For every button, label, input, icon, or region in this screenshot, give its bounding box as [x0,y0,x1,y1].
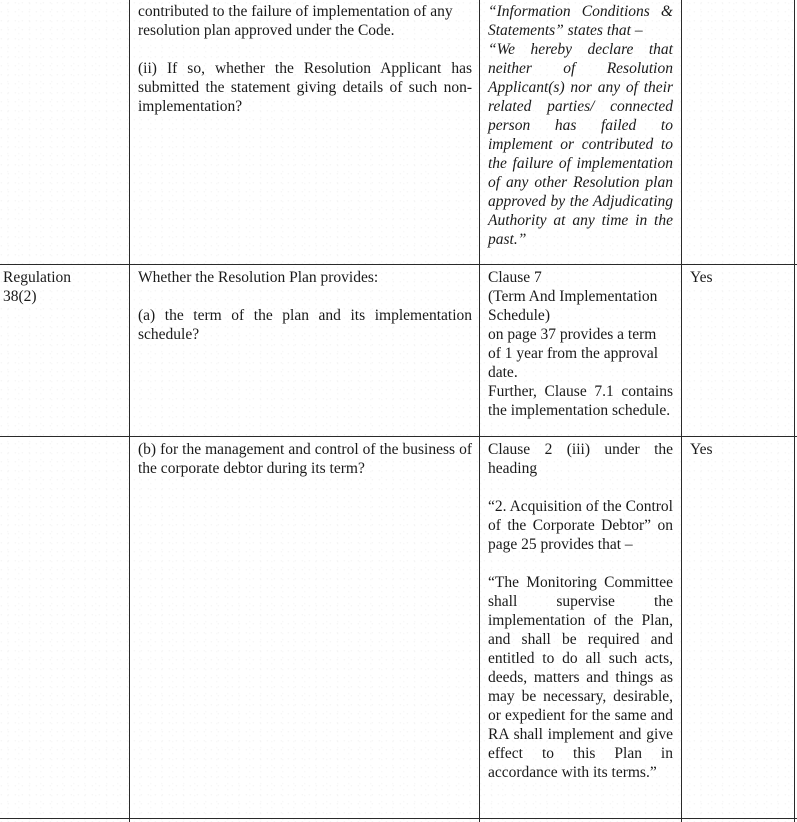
row2-description-heading: Whether the Resolution Plan provides: [138,269,379,286]
row1-compliance-quote: “We hereby declare that neither of Resolution Applicant(s) nor any of their related parties/ connected person has failed to implement or contributed to the failure of implementation of any other Resolution plan approved by the Adjudicating Authority at any time in the past.” [488,41,673,248]
row2-status-cell [690,268,790,287]
row2-clause-title: Clause 7 [488,269,542,286]
row1-description-line-1: contributed to the failure of implementation of any [138,3,453,20]
table-border-left [129,0,130,822]
row3-description-cell [138,440,472,478]
row-divider-2 [0,436,797,437]
row3-status-cell [690,440,790,459]
row3-status: Yes [690,441,713,458]
table-bottom-border [0,818,797,819]
row1-compliance-cell [488,2,673,249]
table-border-middle [479,0,480,822]
table-border-right [794,0,795,822]
row3-clause-intro: Clause 2 (iii) under the heading [488,441,673,477]
table-border-status [681,0,682,822]
row3-clause-cell [488,440,673,782]
row2-clause-further: Further, Clause 7.1 contains the implementation schedule. [488,383,673,419]
row2-clause-text: on page 37 provides a term of 1 year from the approval date. [488,326,659,381]
row-divider-1 [0,264,797,265]
row2-status: Yes [690,269,713,286]
row2-description-item: (a) the term of the plan and its implementation schedule? [138,307,472,343]
row2-regulation-cell [3,268,83,306]
row2-regulation: Regulation 38(2) [3,269,72,305]
row2-clause-subtitle: (Term And Implementation Schedule) [488,288,658,324]
row3-clause-quote: “The Monitoring Committee shall supervise the implementation of the Plan, and shall be required and entitled to do all such acts, deeds, matters and things as may be necessary, desirable, or expedient for the same and RA shall implement and give effect to this Plan in accordance with its terms.” [488,574,673,781]
row1-description-line-2: resolution plan approved under the Code. [138,22,395,39]
row1-question-ii: (ii) If so, whether the Resolution Applicant has submitted the statement giving details of such non-implementation? [138,60,472,115]
row2-description-cell [138,268,472,344]
row1-compliance-intro: “Information Conditions & Statements” states that – [488,3,673,39]
row3-description-item: (b) for the management and control of the business of the corporate debtor during its term? [138,441,472,477]
row1-description-cell [138,2,472,116]
row2-clause-cell [488,268,673,420]
row3-clause-heading: “2. Acquisition of the Control of the Corporate Debtor” on page 25 provides that – [488,498,673,553]
